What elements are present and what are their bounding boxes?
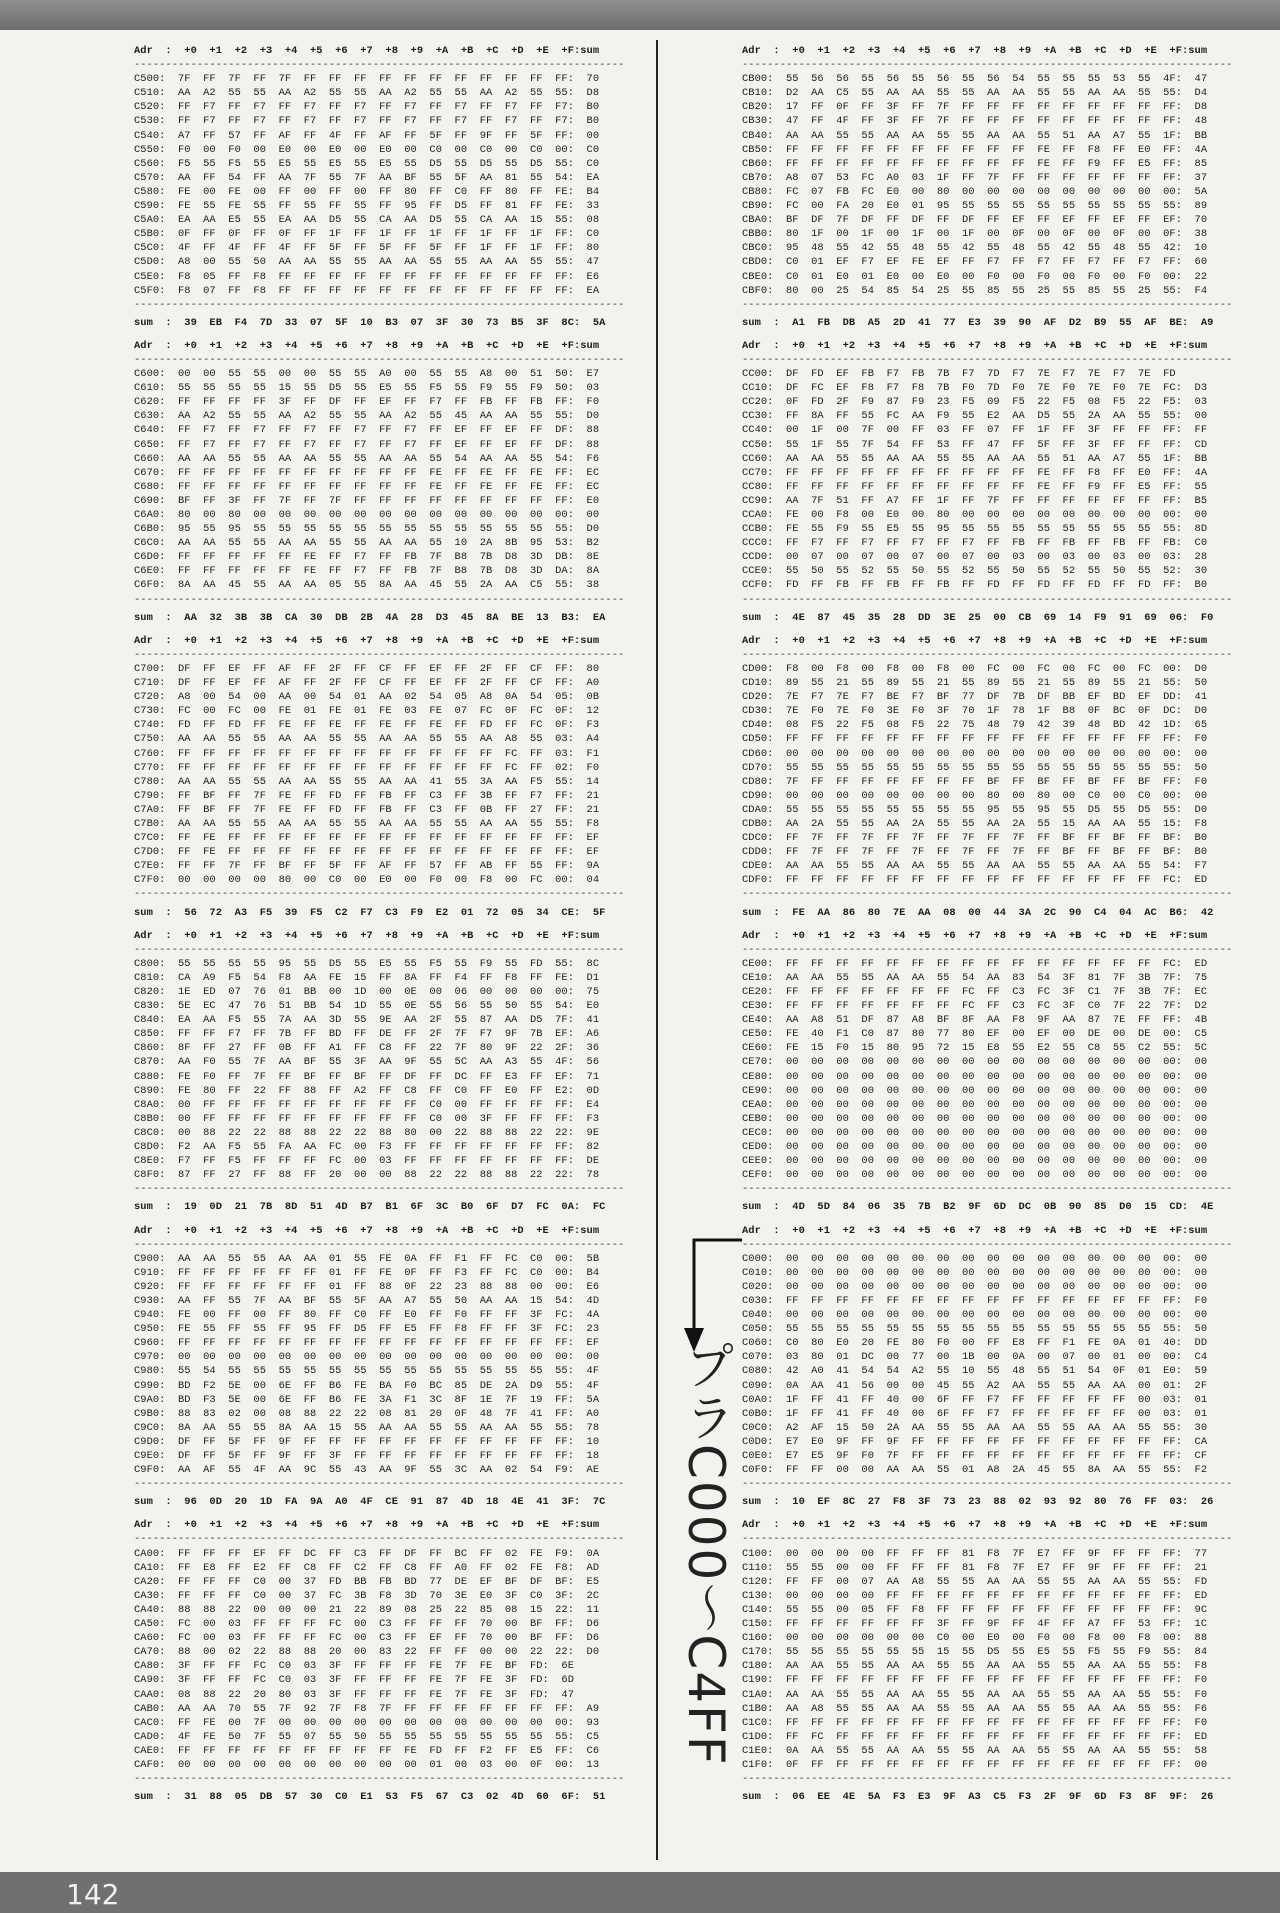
- data-row: CAC0: FF FE 00 7F 00 00 00 00 00 00 00 00 00 00 00 00: 93: [134, 1716, 600, 1729]
- block-header: Adr : +0 +1 +2 +3 +4 +5 +6 +7 +8 +9 +A +B +C +D +E +F:sum: [742, 45, 1208, 57]
- hex-dump-block: [134, 929, 632, 1215]
- data-row: C5D0: A8 00 55 50 AA AA 55 55 AA AA 55 55 AA AA 55 55: 47: [134, 256, 600, 269]
- data-row: C010: 00 00 00 00 00 00 00 00 00 00 00 00 00 00 00 00: 00: [742, 1266, 1208, 1279]
- block-header: Adr : +0 +1 +2 +3 +4 +5 +6 +7 +8 +9 +A +B +C +D +E +F:sum: [742, 929, 1208, 942]
- data-row: CD80: 7F FF FF FF FF FF FF FF BF FF BF FF BF FF BF FF: F0: [742, 775, 1208, 788]
- dashed-rule: ------------------------------------------------------------------------------: [134, 888, 625, 901]
- data-row: C920: FF FF FF FF FF FF 01 FF 88 0F 22 23 88 88 00 00: E6: [134, 1280, 600, 1293]
- data-row: C6C0: AA AA 55 55 AA AA 55 55 AA AA 55 10 2A 8B 95 53: B2: [134, 537, 600, 550]
- data-row: C660: AA AA 55 55 AA AA 55 55 AA AA 55 54 AA AA 55 54: F6: [134, 452, 600, 465]
- data-row: CDB0: AA 2A 55 55 AA 2A 55 55 AA 2A 55 15 AA AA 55 15: F8: [742, 817, 1208, 830]
- data-row: CD60: 00 00 00 00 00 00 00 00 00 00 00 00 00 00 00 00: 00: [742, 747, 1208, 760]
- dashed-rule: ------------------------------------------------------------------------------: [134, 1183, 625, 1196]
- data-row: CD30: 7E F0 7E F0 3E F0 3F 70 1F 78 1F B8 0F BC 0F DC: D0: [742, 705, 1208, 718]
- data-row: C6B0: 95 55 95 55 55 55 55 55 55 55 55 55 55 55 55 55: D0: [134, 523, 600, 536]
- data-row: C150: FF FF FF FF FF FF 3F FF 9F FF 4F FF A7 FF 53 FF: 1C: [742, 1618, 1208, 1631]
- data-row: CEF0: 00 00 00 00 00 00 00 00 00 00 00 00 00 00 00 00: 00: [742, 1169, 1208, 1182]
- dashed-rule: ------------------------------------------------------------------------------: [742, 1478, 1233, 1491]
- block-header: Adr : +0 +1 +2 +3 +4 +5 +6 +7 +8 +9 +A +B +C +D +E +F:sum: [134, 1519, 600, 1532]
- data-row: C900: AA AA 55 55 AA AA 01 55 FE 0A FF F1 FF FC C0 00: 5B: [134, 1252, 600, 1265]
- dashed-rule: ------------------------------------------------------------------------------: [134, 1478, 625, 1491]
- sum-row: sum : 10 EF 8C 27 F8 3F 73 23 88 02 93 92 80 76 FF 03: 26: [742, 1496, 1214, 1509]
- data-row: C160: 00 00 00 00 00 00 C0 00 E0 00 F0 00 F8 00 F8 00: 88: [742, 1632, 1208, 1645]
- data-row: C800: 55 55 55 55 95 55 D5 55 E5 55 F5 55 F9 55 FD 55: 8C: [134, 957, 600, 970]
- dashed-rule: ------------------------------------------------------------------------------: [742, 888, 1233, 901]
- hex-dump-block: [134, 1518, 632, 1804]
- data-row: C040: 00 00 00 00 00 00 00 00 00 00 00 00 00 00 00 00: 00: [742, 1309, 1208, 1322]
- hex-dump-block: [742, 1224, 1240, 1510]
- dashed-rule: ------------------------------------------------------------------------------: [742, 1183, 1233, 1196]
- data-row: CD50: FF FF FF FF FF FF FF FF FF FF FF FF FF FF FF FF: F0: [742, 733, 1208, 746]
- data-row: CDF0: FF FF FF FF FF FF FF FF FF FF FF FF FF FF FF FC: ED: [742, 874, 1208, 887]
- data-row: C960: FF FF FF FF FF FF FF FF FF FF FF FF FF FF FF FF: EF: [134, 1337, 600, 1350]
- dashed-rule: ------------------------------------------------------------------------------: [742, 353, 1233, 366]
- data-row: C530: FF F7 FF F7 FF F7 FF F7 FF F7 FF F7 FF F7 FF F7: B0: [134, 115, 600, 128]
- data-row: CE20: FF FF FF FF FF FF FF FC FF C3 FC 3F C1 7F 3B 7F: EC: [742, 986, 1208, 998]
- data-row: C7F0: 00 00 00 00 80 00 C0 00 E0 00 F0 00 F8 00 FC 00: 04: [134, 874, 600, 887]
- data-row: C500: 7F FF 7F FF 7F FF FF FF FF FF FF FF FF FF FF FF: 70: [134, 73, 600, 86]
- data-row: CC30: FF 8A FF 55 FC AA F9 55 E2 AA D5 55 2A AA 55 55: 00: [742, 410, 1208, 423]
- data-row: C640: FF F7 FF F7 FF F7 FF F7 FF F7 FF EF FF EF FF DF: 88: [134, 424, 600, 437]
- data-row: CB80: FC 07 FB FC E0 00 80 00 00 00 00 00 00 00 00 00: 5A: [742, 185, 1208, 198]
- data-row: CCD0: 00 07 00 07 00 07 00 07 00 03 00 03 00 03 00 03: 28: [742, 551, 1208, 564]
- data-row: C9C0: 8A AA 55 55 8A AA 15 55 AA AA 55 55 AA AA 55 55: 78: [134, 1421, 600, 1434]
- sum-row: sum : 4E 87 45 35 28 DD 3E 25 00 CB 69 14 F9 91 69 06: F0: [742, 611, 1214, 624]
- sum-row: sum : 39 EB F4 7D 33 07 5F 10 B3 07 3F 30 73 B5 3F 8C: 5A: [134, 316, 606, 329]
- block-header: Adr : +0 +1 +2 +3 +4 +5 +6 +7 +8 +9 +A +B +C +D +E +F:sum: [134, 1224, 600, 1237]
- data-row: C5E0: F8 05 FF F8 FF FF FF FF FF FF FF FF FF FF FF FF: E6: [134, 270, 600, 283]
- data-row: C590: FE 55 FE 55 FF 55 FF 55 FF 95 FF D5 FF 81 FF FE: 33: [134, 200, 600, 213]
- data-row: C6E0: FF FF FF FF FF FE FF F7 FF FB 7F B8 7B D8 3D DA: 8A: [134, 565, 600, 578]
- data-row: CA90: 3F FF FF FC C0 03 3F FF FF FF FE 7F FE 3F FD: 6D: [134, 1674, 574, 1687]
- hex-dump-block: [134, 44, 632, 330]
- data-row: C5B0: 0F FF 0F FF 0F FF 1F FF 1F FF 1F FF 1F FF 1F FF: C0: [134, 228, 600, 241]
- data-row: CA20: FF FF FF C0 00 37 FD BB FB BD 77 DE EF BF DF BF: E5: [134, 1575, 600, 1588]
- data-row: C700: DF FF EF FF AF FF 2F FF CF FF EF FF 2F FF CF FF: 80: [134, 662, 600, 675]
- sum-row: sum : AA 32 3B 3B CA 30 DB 2B 4A 28 D3 45 8A BE 13 B3: EA: [134, 611, 606, 624]
- data-row: CD40: 08 F5 22 F5 08 F5 22 75 48 79 42 39 48 BD 42 1D: 65: [742, 719, 1208, 732]
- data-row: C8A0: 00 FF FF FF FF FF FF FF FF FF C0 00 FF FF FF FF: E4: [134, 1098, 600, 1111]
- data-row: CA50: FC 00 03 FF FF FF FC 00 C3 FF FF FF 70 00 BF FF: D6: [134, 1618, 600, 1631]
- dashed-rule: ------------------------------------------------------------------------------: [134, 1533, 625, 1546]
- block-header: Adr : +0 +1 +2 +3 +4 +5 +6 +7 +8 +9 +A +B +C +D +E +F:sum: [134, 339, 600, 352]
- data-row: CAF0: 00 00 00 00 00 00 00 00 00 00 01 00 03 00 0F 00: 13: [134, 1758, 600, 1771]
- dashed-rule: ------------------------------------------------------------------------------: [742, 59, 1233, 72]
- data-row: C520: FF F7 FF F7 FF F7 FF F7 FF F7 FF F7 FF F7 FF F7: B0: [134, 101, 600, 114]
- data-row: C170: 55 55 55 55 55 55 15 55 D5 55 E5 55 F5 55 F9 55: 84: [742, 1646, 1208, 1659]
- left-column: [134, 44, 632, 1813]
- data-row: C000: 00 00 00 00 00 00 00 00 00 00 00 00 00 00 00 00: 00: [742, 1252, 1208, 1265]
- data-row: C7B0: AA AA 55 55 AA AA 55 55 AA AA 55 55 AA AA 55 55: F8: [134, 817, 600, 830]
- data-row: CCE0: 55 50 55 52 55 50 55 52 55 50 55 52 55 50 55 52: 30: [742, 565, 1208, 578]
- hex-dump-block: [134, 634, 632, 920]
- data-row: C5C0: 4F FF 4F FF 4F FF 5F FF 5F FF 5F FF 1F FF 1F FF: 80: [134, 242, 600, 255]
- data-row: C8F0: 87 FF 27 FF 88 FF 20 00 00 88 22 22 88 88 22 22: 78: [134, 1169, 600, 1182]
- data-row: CCA0: FE 00 F8 00 E0 00 80 00 00 00 00 00 00 00 00 00: 00: [742, 509, 1208, 521]
- data-row: C1C0: FF FF FF FF FF FF FF FF FF FF FF FF FF FF FF FF: F0: [742, 1716, 1208, 1729]
- data-row: C810: CA A9 F5 54 F8 AA FE 15 FF 8A FF F4 FF F8 FF FE: D1: [134, 971, 600, 984]
- data-row: C6F0: 8A AA 45 55 AA AA 05 55 8A AA 45 55 2A AA C5 55: 38: [134, 579, 600, 592]
- data-row: C710: DF FF EF FF AF FF 2F FF CF FF EF FF 2F FF CF FF: A0: [134, 677, 600, 690]
- data-row: CCF0: FD FF FB FF FB FF FB FF FD FF FD FF FD FF FD FF: B0: [742, 579, 1208, 592]
- data-row: C7A0: FF BF FF 7F FE FF FD FF FB FF C3 FF 0B FF 27 FF: 21: [134, 803, 600, 816]
- data-row: CA60: FC 00 03 FF FF FF FC 00 C3 FF EF FF 70 00 BF FF: D6: [134, 1632, 600, 1645]
- data-row: CC00: DF FD EF FB F7 FB 7B F7 7D F7 7E F7 7E F7 7E FD: [742, 368, 1176, 381]
- data-row: C690: BF FF 3F FF 7F FF 7F FF FF FF FF FF FF FF FF FF: E0: [134, 494, 600, 507]
- data-row: C140: 55 55 00 05 FF F8 FF FF FF FF FF FF FF FF FF FF: 9C: [742, 1603, 1208, 1616]
- data-row: C0F0: FF FF 00 00 AA AA 55 01 A8 2A 45 55 8A AA 55 55: F2: [742, 1464, 1208, 1477]
- data-row: C8E0: F7 FF F5 FF FF FF FC 00 03 FF FF FF FF FF FF FF: DE: [134, 1155, 600, 1168]
- dashed-rule: ------------------------------------------------------------------------------: [742, 298, 1233, 311]
- dashed-rule: ------------------------------------------------------------------------------: [134, 353, 625, 366]
- data-row: CBF0: 80 00 25 54 85 54 25 55 85 55 25 55 85 55 25 55: F4: [742, 284, 1208, 297]
- data-row: CA10: FF E8 FF E2 FF C8 FF C2 FF C8 FF A0 FF 02 FE F8: AD: [134, 1561, 600, 1574]
- sum-row: sum : A1 FB DB A5 2D 41 77 E3 39 90 AF D2 B9 55 AF BE: A9: [742, 316, 1214, 329]
- data-row: C670: FF FF FF FF FF FF FF FF FF FF FE FF FE FF FE FF: EC: [134, 466, 600, 479]
- data-row: C820: 1E ED 07 76 01 BB 00 1D 00 0E 00 06 00 00 00 00: 75: [134, 986, 600, 998]
- data-row: C850: FF FF F7 FF 7B FF BD FF DE FF 2F 7F F7 9F 7B EF: A6: [134, 1028, 600, 1041]
- data-row: C180: AA AA 55 55 AA AA 55 55 AA AA 55 55 AA AA 55 55: F8: [742, 1660, 1208, 1673]
- data-row: C1B0: AA A8 55 55 AA AA 55 55 AA AA 55 55 AA AA 55 55: F6: [742, 1702, 1208, 1715]
- data-row: C730: FC 00 FC 00 FE 01 FE 01 FE 03 FE 07 FC 0F FC 0F: 12: [134, 705, 600, 718]
- data-row: C860: 8F FF 27 FF 0B FF A1 FF C8 FF 22 7F 80 9F 22 2F: 36: [134, 1042, 600, 1055]
- data-row: C650: FF F7 FF F7 FF F7 FF F7 FF F7 FF EF FF EF FF DF: 88: [134, 438, 600, 451]
- dashed-rule: ------------------------------------------------------------------------------: [742, 1533, 1233, 1546]
- data-row: CDA0: 55 55 55 55 55 55 55 55 95 55 95 55 D5 55 D5 55: D0: [742, 803, 1208, 816]
- data-row: CEA0: 00 00 00 00 00 00 00 00 00 00 00 00 00 00 00 00: 00: [742, 1098, 1208, 1111]
- data-row: CC50: 55 1F 55 7F 54 FF 53 FF 47 FF 5F FF 3F FF FF FF: CD: [742, 438, 1208, 451]
- dashed-rule: ------------------------------------------------------------------------------: [742, 1773, 1233, 1786]
- data-row: CA00: FF FF FF EF FF DC FF C3 FF DF FF BC FF 02 FE F9: 0A: [134, 1547, 600, 1560]
- data-row: CD20: 7E F7 7E F7 BE F7 BF 77 DF 7B DF BB EF BD EF DD: 41: [742, 691, 1208, 704]
- data-row: C6D0: FF FF FF FF FF FE FF F7 FF FB 7F B8 7B D8 3D DB: 8E: [134, 551, 600, 564]
- data-row: CC80: FF FF FF FF FF FF FF FF FF FF FE FF F9 FF E5 FF: 55: [742, 480, 1208, 493]
- data-row: C970: 00 00 00 00 00 00 00 00 00 00 00 00 00 00 00 00: 00: [134, 1351, 600, 1364]
- data-row: C740: FD FF FD FF FE FF FE FF FE FF FE FF FD FF FC 0F: F3: [134, 719, 600, 732]
- data-row: C9B0: 88 83 02 00 08 88 22 22 08 81 20 0F 48 7F 41 FF: A0: [134, 1407, 600, 1420]
- hex-dump-block: [134, 339, 632, 625]
- data-row: C840: EA AA F5 55 7A AA 3D 55 9E AA 2F 55 87 AA D5 7F: 41: [134, 1014, 600, 1027]
- data-row: C980: 55 54 55 55 55 55 55 55 55 55 55 55 55 55 55 55: 4F: [134, 1365, 600, 1378]
- sum-row: sum : 06 EE 4E 5A F3 E3 9F A3 C5 F3 2F 9F 6D F3 8F 9F: 26: [742, 1791, 1214, 1804]
- data-row: C1A0: AA AA 55 55 AA AA 55 55 AA AA 55 55 AA AA 55 55: F0: [742, 1688, 1208, 1701]
- data-row: CB90: FC 00 FA 20 E0 01 95 55 55 55 55 55 55 55 55 55: 89: [742, 200, 1208, 213]
- data-row: C9A0: BD F3 5E 00 6E FF B6 FE 3A F1 3C 8F 1E 7F 19 FF: 5A: [134, 1393, 600, 1406]
- data-row: C830: 5E EC 47 76 51 BB 54 1D 55 0E 55 56 55 50 55 54: E0: [134, 1000, 600, 1013]
- data-row: CC40: 00 1F 00 7F 00 FF 03 FF 07 FF 1F FF 3F FF FF FF: FF: [742, 424, 1208, 437]
- data-row: C8B0: 00 FF FF FF FF FF FF FF FF FF C0 00 3F FF FF FF: F3: [134, 1112, 600, 1125]
- data-row: C0D0: E7 E0 9F FF 9F FF FF FF FF FF FF FF FF FF FF FF: CA: [742, 1435, 1208, 1448]
- dashed-rule: ------------------------------------------------------------------------------: [742, 943, 1233, 956]
- dashed-rule: ------------------------------------------------------------------------------: [134, 1773, 625, 1786]
- sum-row: sum : 4D 5D 84 06 35 7B B2 9F 6D DC 0B 90 85 D0 15 CD: 4E: [742, 1201, 1214, 1214]
- sum-row: sum : 19 0D 21 7B 8D 51 4D B7 B1 6F 3C B0 6F D7 FC 0A: FC: [134, 1201, 606, 1214]
- data-row: C610: 55 55 55 55 15 55 D5 55 E5 55 F5 55 F9 55 F9 50: 03: [134, 382, 600, 395]
- data-row: C070: 03 80 01 DC 00 77 00 1B 00 0A 00 07 00 01 00 00: C4: [742, 1351, 1208, 1364]
- block-header: Adr : +0 +1 +2 +3 +4 +5 +6 +7 +8 +9 +A +B +C +D +E +F:sum: [134, 45, 600, 57]
- data-row: CB30: 47 FF 4F FF 3F FF 7F FF FF FF FF FF FF FF FF FF: 48: [742, 115, 1208, 128]
- data-row: CDD0: FF 7F FF 7F FF 7F FF 7F FF 7F FF BF FF BF FF BF: B0: [742, 846, 1208, 859]
- data-row: CCB0: FE 55 F9 55 E5 55 95 55 55 55 55 55 55 55 55 55: 8D: [742, 523, 1208, 536]
- dashed-rule: ------------------------------------------------------------------------------: [134, 1238, 625, 1251]
- data-row: CE80: 00 00 00 00 00 00 00 00 00 00 00 00 00 00 00 00: 00: [742, 1070, 1208, 1083]
- right-column: [742, 44, 1240, 1813]
- data-row: CA70: 88 00 02 22 88 88 20 00 83 22 FF FF 00 00 22 22: D0: [134, 1646, 600, 1659]
- data-row: C7C0: FF FE FF FF FF FF FF FF FF FF FF FF FF FF FF FF: EF: [134, 832, 600, 845]
- data-row: C8C0: 00 88 22 22 88 88 22 22 88 80 00 22 88 88 22 22: 9E: [134, 1126, 600, 1139]
- data-row: CD90: 00 00 00 00 00 00 00 00 80 00 80 00 C0 00 C0 00: 00: [742, 789, 1208, 802]
- data-row: CEB0: 00 00 00 00 00 00 00 00 00 00 00 00 00 00 00 00: 00: [742, 1112, 1208, 1125]
- page-number: 142: [66, 1878, 120, 1911]
- data-row: C770: FF FF FF FF FF FF FF FF FF FF FF FF FF FC FF 02: F0: [134, 761, 600, 774]
- data-row: C630: AA A2 55 55 AA A2 55 55 AA A2 55 45 AA AA 55 55: D0: [134, 410, 600, 423]
- data-row: C990: BD F2 5E 00 6E FF B6 FE BA F0 BC 85 DE 2A D9 55: 4F: [134, 1379, 600, 1392]
- block-header: Adr : +0 +1 +2 +3 +4 +5 +6 +7 +8 +9 +A +B +C +D +E +F:sum: [742, 1519, 1208, 1532]
- data-row: C870: AA F0 55 7F AA BF 55 3F AA 9F 55 5C AA A3 55 4F: 56: [134, 1056, 600, 1069]
- data-row: CD10: 89 55 21 55 89 55 21 55 89 55 21 55 89 55 21 55: 50: [742, 677, 1208, 690]
- data-row: C0C0: A2 AF 15 50 2A AA 55 55 AA AA 55 55 AA AA 55 55: 30: [742, 1421, 1208, 1434]
- data-row: CBD0: C0 01 EF F7 EF FE EF FF F7 FF F7 FF F7 FF F7 FF: 60: [742, 256, 1208, 269]
- data-row: C6A0: 80 00 80 00 00 00 00 00 00 00 00 00 00 00 00 00: 00: [134, 509, 600, 521]
- data-row: CB20: 17 FF 0F FF 3F FF 7F FF FF FF FF FF FF FF FF FF: D8: [742, 101, 1208, 114]
- data-row: C580: FE 00 FE 00 FF 00 FF 00 FF 80 FF C0 FF 80 FF FE: B4: [134, 185, 600, 198]
- data-row: CBA0: BF DF 7F DF FF DF FF DF FF EF FF EF FF EF FF EF: 70: [742, 214, 1208, 227]
- data-row: CE50: FE 40 F1 C0 87 80 77 80 EF 00 EF 00 DE 00 DE 00: C5: [742, 1028, 1208, 1041]
- hex-dump-block: [134, 1224, 632, 1510]
- data-row: CC90: AA 7F 51 FF A7 FF 1F FF 7F FF FF FF FF FF FF FF: B5: [742, 494, 1208, 507]
- data-row: C950: FE 55 FF 55 FF 95 FF D5 FF E5 FF F8 FF FF 3F FC: 23: [134, 1323, 600, 1336]
- data-row: CBC0: 95 48 55 42 55 48 55 42 55 48 55 42 55 48 55 42: 10: [742, 242, 1208, 255]
- data-row: CEE0: 00 00 00 00 00 00 00 00 00 00 00 00 00 00 00 00: 00: [742, 1155, 1208, 1168]
- data-row: C1D0: FF FC FF FF FF FF FF FF FF FF FF FF FF FF FF FF: ED: [742, 1730, 1208, 1743]
- data-row: CC60: AA AA 55 55 AA AA 55 55 AA AA 55 51 AA A7 55 1F: BB: [742, 452, 1208, 465]
- data-row: CAD0: 4F FE 50 7F 55 07 55 50 55 55 55 55 55 55 55 55: C5: [134, 1730, 600, 1743]
- column-divider: [656, 40, 658, 1860]
- data-row: CC70: FF FF FF FF FF FF FF FF FF FF FE FF F8 FF E0 FF: 4A: [742, 466, 1208, 479]
- data-row: CED0: 00 00 00 00 00 00 00 00 00 00 00 00 00 00 00 00: 00: [742, 1141, 1208, 1154]
- data-row: C050: 55 55 55 55 55 55 55 55 55 55 55 55 55 55 55 55: 50: [742, 1323, 1208, 1336]
- dashed-rule: ------------------------------------------------------------------------------: [134, 298, 625, 311]
- data-row: CBB0: 80 1F 00 1F 00 1F 00 1F 00 0F 00 0F 00 0F 00 0F: 38: [742, 228, 1208, 241]
- data-row: C550: F0 00 F0 00 E0 00 E0 00 E0 00 C0 00 C0 00 C0 00: C0: [134, 143, 600, 156]
- data-row: C5F0: F8 07 FF F8 FF FF FF FF FF FF FF FF FF FF FF FF: EA: [134, 284, 600, 297]
- data-row: C910: FF FF FF FF FF FF 01 FF FE 0F FF F3 FF FC C0 00: B4: [134, 1266, 600, 1279]
- dashed-rule: ------------------------------------------------------------------------------: [742, 593, 1233, 606]
- hex-dump-block: [742, 1518, 1240, 1804]
- dashed-rule: ------------------------------------------------------------------------------: [742, 1238, 1233, 1251]
- data-row: C110: 55 55 00 00 FF FF FF 81 F8 7F E7 FF 9F FF FF FF: 21: [742, 1561, 1208, 1574]
- data-row: C940: FE 00 FF 00 FF 80 FF C0 FF E0 FF F0 FF FF 3F FC: 4A: [134, 1309, 600, 1322]
- data-row: CE40: AA A8 51 DF 87 A8 BF 8F AA F8 9F AA 87 7E FF FF: 4B: [742, 1014, 1208, 1027]
- block-header: Adr : +0 +1 +2 +3 +4 +5 +6 +7 +8 +9 +A +B +C +D +E +F:sum: [742, 634, 1208, 647]
- data-row: CDE0: AA AA 55 55 AA AA 55 55 AA AA 55 55 AA AA 55 54: F7: [742, 860, 1208, 873]
- data-row: CE60: FE 15 F0 15 80 95 72 15 E8 55 E2 55 C8 55 C2 55: 5C: [742, 1042, 1208, 1055]
- data-row: CB00: 55 56 56 55 56 55 56 55 56 54 55 55 55 53 55 4F: 47: [742, 73, 1208, 86]
- data-row: C9D0: DF FF 5F FF 9F FF FF FF FF FF FF FF FF FF FF FF: 10: [134, 1435, 600, 1448]
- data-row: CA30: FF FF FF C0 00 37 FC 3B F8 3D 70 3E E0 3F C0 3F: 2C: [134, 1589, 600, 1602]
- data-row: C560: F5 55 F5 55 E5 55 E5 55 E5 55 D5 55 D5 55 D5 55: C0: [134, 157, 600, 170]
- data-row: C720: A8 00 54 00 AA 00 54 01 AA 02 54 05 A8 0A 54 05: 0B: [134, 691, 600, 704]
- data-row: C760: FF FF FF FF FF FF FF FF FF FF FF FF FF FC FF 03: F1: [134, 747, 600, 760]
- data-row: C570: AA FF 54 FF AA 7F 55 7F AA BF 55 5F AA 81 55 54: EA: [134, 171, 600, 184]
- data-row: CC20: 0F FD 2F F9 87 F9 23 F5 09 F5 22 F5 08 F5 22 F5: 03: [742, 396, 1208, 409]
- sum-row: sum : 56 72 A3 F5 39 F5 C2 F7 C3 F9 E2 01 72 05 34 CE: 5F: [134, 906, 606, 919]
- data-row: C1E0: 0A AA 55 55 AA AA 55 55 AA AA 55 55 AA AA 55 55: 58: [742, 1744, 1208, 1757]
- data-row: C1F0: 0F FF FF FF FF FF FF FF FF FF FF FF FF FF FF FF: 00: [742, 1758, 1208, 1771]
- range-caption: プラC000〜C4FF: [677, 1340, 735, 1767]
- data-row: C790: FF BF FF 7F FE FF FD FF FB FF C3 FF 3B FF F7 FF: 21: [134, 789, 600, 802]
- data-row: CE10: AA AA 55 55 AA AA 55 54 AA 83 54 3F 81 7F 3B 7F: 75: [742, 971, 1208, 984]
- data-row: C060: C0 80 E0 20 FE 80 F0 00 FF E8 FF F1 FE 0A 01 40: DD: [742, 1337, 1208, 1350]
- sum-row: sum : FE AA 86 80 7E AA 08 00 44 3A 2C 90 C4 04 AC B6: 42: [742, 906, 1214, 919]
- dashed-rule: ------------------------------------------------------------------------------: [134, 943, 625, 956]
- dashed-rule: ------------------------------------------------------------------------------: [134, 59, 625, 72]
- data-row: CB50: FF FF FF FF FF FF FF FF FF FF FE FF F8 FF E0 FF: 4A: [742, 143, 1208, 156]
- data-row: CA80: 3F FF FF FC C0 03 3F FF FF FF FE 7F FE BF FD: 6E: [134, 1660, 574, 1673]
- data-row: CEC0: 00 00 00 00 00 00 00 00 00 00 00 00 00 00 00 00: 00: [742, 1126, 1208, 1139]
- data-row: C7D0: FF FE FF FF FF FF FF FF FF FF FF FF FF FF FF FF: EF: [134, 846, 600, 859]
- data-row: C7E0: FF FF 7F FF BF FF 5F FF AF FF 57 FF AB FF 55 FF: 9A: [134, 860, 600, 873]
- dashed-rule: ------------------------------------------------------------------------------: [134, 593, 625, 606]
- block-header: Adr : +0 +1 +2 +3 +4 +5 +6 +7 +8 +9 +A +B +C +D +E +F:sum: [742, 1224, 1208, 1237]
- data-row: C780: AA AA 55 55 AA AA 55 55 AA AA 41 55 3A AA F5 55: 14: [134, 775, 600, 788]
- data-row: C0B0: 1F FF 41 FF 40 00 6F FF F7 FF FF FF FF FF 00 03: 01: [742, 1407, 1208, 1420]
- data-row: CAA0: 08 88 22 20 80 03 3F FF FF FF FE 7F FE 3F FD: 47: [134, 1688, 574, 1701]
- dashed-rule: ------------------------------------------------------------------------------: [742, 648, 1233, 661]
- data-row: C540: A7 FF 57 FF AF FF 4F FF AF FF 5F FF 9F FF 5F FF: 00: [134, 129, 600, 142]
- data-row: CAE0: FF FF FF FF FF FF FF FF FF FE FD FF F2 FF E5 FF: C6: [134, 1744, 600, 1757]
- data-row: CCC0: FF F7 FF F7 FF F7 FF F7 FF FB FF FB FF FB FF FB: C0: [742, 537, 1208, 550]
- data-row: C9E0: DF FF 5F FF 9F FF 3F FF FF FF FF FF FF FF FF FF: 18: [134, 1450, 600, 1462]
- data-row: CE70: 00 00 00 00 00 00 00 00 00 00 00 00 00 00 00 00: 00: [742, 1056, 1208, 1069]
- data-row: C090: 0A AA 41 56 00 00 45 55 A2 AA 55 55 AA AA 00 01: 2F: [742, 1379, 1208, 1392]
- data-row: C080: 42 A0 41 54 54 A2 55 10 55 48 55 51 54 0F 01 E0: 59: [742, 1365, 1208, 1378]
- data-row: CE90: 00 00 00 00 00 00 00 00 00 00 00 00 00 00 00 00: 00: [742, 1084, 1208, 1097]
- data-row: CD70: 55 55 55 55 55 55 55 55 55 55 55 55 55 55 55 55: 50: [742, 761, 1208, 774]
- top-banner: [0, 0, 1280, 30]
- data-row: C880: FE F0 FF 7F FF BF FF BF FF DF FF DC FF E3 FF EF: 71: [134, 1070, 600, 1083]
- data-row: C930: AA FF 55 7F AA BF 55 5F AA A7 55 50 AA AA 15 54: 4D: [134, 1294, 600, 1307]
- block-header: Adr : +0 +1 +2 +3 +4 +5 +6 +7 +8 +9 +A +B +C +D +E +F:sum: [742, 339, 1208, 352]
- data-row: C190: FF FF FF FF FF FF FF FF FF FF FF FF FF FF FF FF: F0: [742, 1674, 1208, 1687]
- data-row: CE00: FF FF FF FF FF FF FF FF FF FF FF FF FF FF FF FC: ED: [742, 957, 1208, 970]
- data-row: C130: 00 00 00 00 FF FF FF FF FF FF FF FF FF FF FF FF: ED: [742, 1589, 1208, 1602]
- hex-dump-block: [742, 634, 1240, 920]
- data-row: CC10: DF FC EF F8 F7 F8 7B F0 7D F0 7E F0 7E F0 7E FC: D3: [742, 382, 1208, 395]
- data-row: C620: FF FF FF FF 3F FF DF FF EF FF F7 FF FB FF FB FF: F0: [134, 396, 600, 409]
- hex-dump-block: [742, 929, 1240, 1215]
- bottom-banner: [0, 1872, 1280, 1913]
- data-row: C0A0: 1F FF 41 FF 40 00 6F FF F7 FF FF FF FF FF 00 03: 01: [742, 1393, 1208, 1406]
- data-row: CBE0: C0 01 E0 01 E0 00 E0 00 F0 00 F0 00 F0 00 F0 00: 22: [742, 270, 1208, 283]
- data-row: CAB0: AA AA 70 55 7F 92 7F F8 7F FF FF FF FF FF FF FF: A9: [134, 1702, 600, 1715]
- down-arrow-icon: [684, 1236, 744, 1356]
- hex-dump-block: [742, 44, 1240, 330]
- data-row: C510: AA A2 55 55 AA A2 55 55 AA A2 55 55 AA A2 55 55: D8: [134, 87, 600, 100]
- data-row: CD00: F8 00 F8 00 F8 00 F8 00 FC 00 FC 00 FC 00 FC 00: D0: [742, 662, 1208, 675]
- data-row: C600: 00 00 55 55 00 00 55 55 A0 00 55 55 A8 00 51 50: E7: [134, 368, 600, 381]
- data-row: C100: 00 00 00 00 FF FF FF 81 F8 7F E7 FF 9F FF FF FF: 77: [742, 1547, 1208, 1560]
- sum-row: sum : 31 88 05 DB 57 30 C0 E1 53 F5 67 C3 02 4D 60 6F: 51: [134, 1791, 606, 1804]
- data-row: CB70: A8 07 53 FC A0 03 1F FF 7F FF FF FF FF FF FF FF: 37: [742, 171, 1208, 184]
- data-row: C030: FF FF FF FF FF FF FF FF FF FF FF FF FF FF FF FF: F0: [742, 1294, 1208, 1307]
- dashed-rule: ------------------------------------------------------------------------------: [134, 648, 625, 661]
- data-row: C120: FF FF 00 07 AA A8 55 55 AA AA 55 55 AA AA 55 55: FD: [742, 1575, 1208, 1588]
- data-row: C680: FF FF FF FF FF FF FF FF FF FF FE FF FE FF FE FF: EC: [134, 480, 600, 493]
- data-row: C5A0: EA AA E5 55 EA AA D5 55 CA AA D5 55 CA AA 15 55: 08: [134, 214, 600, 227]
- data-row: C9F0: AA AF 55 4F AA 9C 55 43 AA 9F 55 3C AA 02 54 F9: AE: [134, 1464, 600, 1477]
- data-row: CE30: FF FF FF FF FF FF FF FC FF C3 FC 3F C0 7F 22 7F: D2: [742, 1000, 1208, 1013]
- data-row: C0E0: E7 E5 9F F0 7F FF FF FF FF FF FF FF FF FF FF FF: CF: [742, 1450, 1208, 1462]
- block-header: Adr : +0 +1 +2 +3 +4 +5 +6 +7 +8 +9 +A +B +C +D +E +F:sum: [134, 929, 600, 942]
- data-row: CB60: FF FF FF FF FF FF FF FF FF FF FE FF F9 FF E5 FF: 85: [742, 157, 1208, 170]
- data-row: CA40: 88 88 22 00 00 00 21 22 89 08 25 22 85 08 15 22: 11: [134, 1603, 600, 1616]
- data-row: C890: FE 80 FF 22 FF 88 FF A2 FF C8 FF C0 FF E0 FF E2: 0D: [134, 1084, 600, 1097]
- data-row: C020: 00 00 00 00 00 00 00 00 00 00 00 00 00 00 00 00: 00: [742, 1280, 1208, 1293]
- data-row: C8D0: F2 AA F5 55 FA AA FC 00 F3 FF FF FF FF FF FF FF: 82: [134, 1141, 600, 1154]
- data-row: C750: AA AA 55 55 AA AA 55 55 AA AA 55 55 AA A8 55 03: A4: [134, 733, 600, 746]
- data-row: CB10: D2 AA C5 55 AA AA 55 55 AA AA 55 55 AA AA 55 55: D4: [742, 87, 1208, 100]
- data-row: CDC0: FF 7F FF 7F FF 7F FF 7F FF 7F FF BF FF BF FF BF: B0: [742, 832, 1208, 845]
- sum-row: sum : 96 0D 20 1D FA 9A A0 4F CE 91 87 4D 18 4E 41 3F: 7C: [134, 1496, 606, 1509]
- data-row: CB40: AA AA 55 55 AA AA 55 55 AA AA 55 51 AA A7 55 1F: BB: [742, 129, 1208, 142]
- hex-dump-block: [742, 339, 1240, 625]
- block-header: Adr : +0 +1 +2 +3 +4 +5 +6 +7 +8 +9 +A +B +C +D +E +F:sum: [134, 634, 600, 647]
